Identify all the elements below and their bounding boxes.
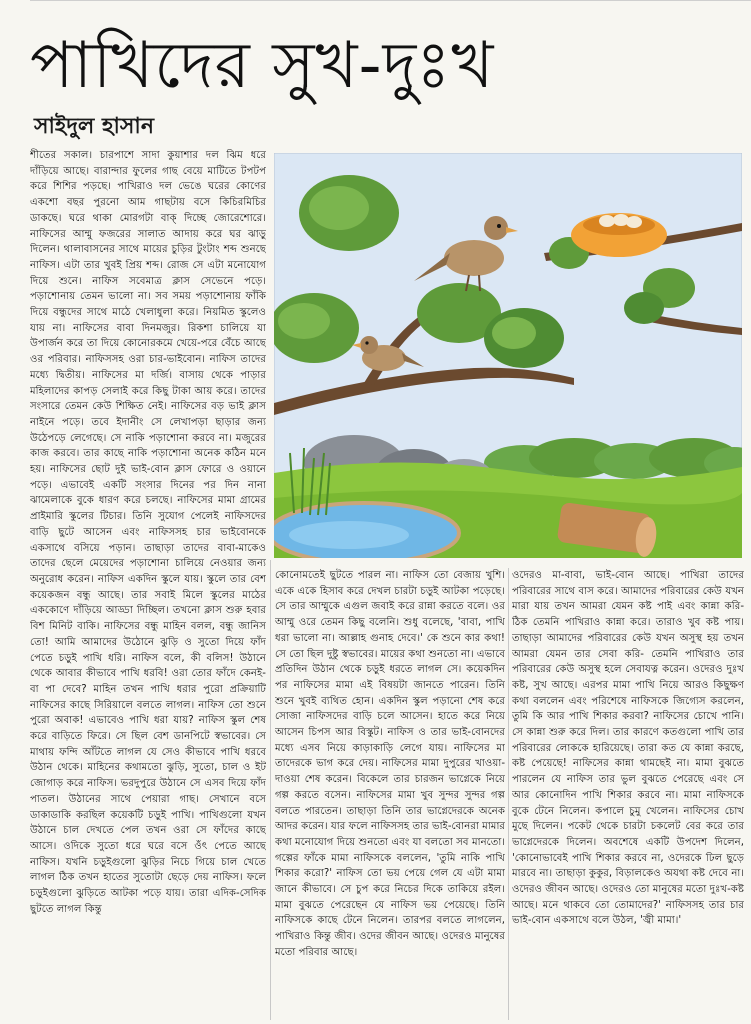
article-title: পাখিদের সুখ-দুঃখ — [30, 29, 495, 103]
pond-reflection — [289, 521, 409, 549]
text-column-2 — [275, 568, 505, 1020]
text-column-3 — [512, 568, 744, 1020]
column-divider — [508, 568, 509, 1020]
nest — [571, 213, 667, 257]
text-column-1 — [30, 148, 266, 1020]
column-divider — [270, 560, 271, 1020]
column-1-text: শীতের সকাল। চারপাশে সাদা কুয়াশার দল ঝিম ধরে দাঁড়িয়ে আছে। বারান্দার ফুলের গাছ বেয়ে মাটিতে টপটপ করে শিশির পড়ছে। পাখিরাও দল ভেঙে ঘরের কোণের একশো বছর পুরনো আম গাছটায় বসে কিচিরমিচির ডাকছে। ঘরে থাকা মোরগটা বাক্ দিচ্ছে জোরেশোরে। নাফিসের আম্মু ফজরের সালাত আদায় করে ঘর ঝাড়ু দিলেন। থালাবাসনের সাথে মায়ের চুড়ির টুংটাং শব্দ শুনছে নাফিস। এটা তার খুবই প্রিয় শব্দ। রোজ সে এটা মনোযোগ দিয়ে শুনে। নাফিস সবেমাত্র ক্লাস সেভেনে পড়ে। পড়াশোনায় তেমন ভালো না। সব সময় পড়াশোনায় ফাঁকি দিয়ে বন্ধুদের সাথে মাঠে খেলাধুলা করে। নিয়মিত স্কুলেও যায় না। নাফিসের বাবা দিনমজুর। রিকশা চালিয়ে যা উপার্জন করে তা দিয়ে কোনোরকমে খেয়ে-পরে বেঁচে আছে ওর পরিবার। নাফিসসহ ওরা চার-ভাইবোন। নাফিস তাদের মধ্যে দ্বিতীয়। নাফিসের মা দর্জি। বাসায় থেকে পাড়ার মহিলাদের কাপড় সেলাই করে কিছু টাকা আয় করে। তাদের সংসারে তেমন কেউ শিক্ষিত নেই। নাফিসের বড় ভাই ক্লাস নাইনে পড়ে। তবে ইদানীং সে লেখাপড়া ছাড়ার জন্য উঠেপড়ে লেগেছে। সে নাকি পড়াশোনা করবে না। মজুরের কাজ করবে। তার কাছে নাকি পড়াশোনা অনেক কঠিন মনে হয়। নাফিসের ছোট দুই ভাই-বোন ক্লাস ফোরে ও ওয়ানে পড়ে। এভাবেই একটি সংসার দিনের পর দিন নানা ঝামেলাকে বুকে ধারণ করে চলছে। নাফিসের মামা গ্রামের প্রাইমারি স্কুলের টিচার। তিনি সুযোগ পেলেই নাফিসদের বাড়ি ছুটে আসেন এবং নাফিসসহ চার ভাইবোনকে একসাথে বসিয়ে পড়ান। তাছাড়া তাদের বাবা-মাকেও তাদের ছেলে মেয়েদের পড়াশোনা চালিয়ে নেওয়ার জন্য অনুরোধ করেন। নাফিস একদিন স্কুলে যায়। স্কুলে তার বেশ কয়েকজন বন্ধু আছে। তার সবাই মিলে স্কুলের মাঠের এককোণে দাঁড়িয়ে আড্ডা দিচ্ছিল। তখনো ক্লাস শুরু হবার বিশ মিনিট বাকি। নাফিসের বন্ধু মাহিন বলল, বন্ধু জানিস তো! আমি আমাদের উঠোনে ঝুড়ি ও সুতো দিয়ে ফাঁদ পেতে চড়ুই পাখি ধরি। নাফিস বলে, কী বলিস! উঠানে থেকে আবার কীভাবে পাখি ধরবি! ওরা তোর ফাঁদে কেনই-বা পা দেবে? মাহিন তখন পাখি ধরার পুরো প্রক্রিয়াটি নাফিসের কাছে সিরিয়ালে বলতে লাগল। নাফিস তো শুনে পুরো অবাক! এভাবেও পাখি ধরা যায়? নাফিস স্কুল শেষ করে বাড়িতে ফিরে। সে ছিল বেশ ডানপিটে স্বভাবের। সে মাথায় ফন্দি আঁটতে লাগল যে সেও কীভাবে পাখি ধরবে উঠান থেকে। মাহিনের কথামতো ঝুড়ি, সুতো, চাল ও ইট জোগাড় করে নাফিস। ভরদুপুরে উঠানে সে এসব দিয়ে ফাঁদ পাতল। উঠানের সাথে পেয়ারা গাছ। সেখানে বসে ডাকাডাকি করছিল কয়েকটি চড়ুই পাখি। পাখিগুলো যখন উঠানে চাল দেখতে পেল তখন ওরা সে ফাঁদের কাছে আসে। ওদিকে সুতো ধরে ঘরে বসে ওঁৎ পেতে আছে নাফিস। যখনি চড়ুইগুলো ঝুড়ির নিচে গিয়ে চাল খেতে লাগল ঠিক তখন হাতের সুতোটা ছেড়ে দেয় নাফিস। ফলে চড়ুইগুলো ঝুড়িতে আটকা পড়ে যায়। তারা এদিক-সেদিক ছুটতে লাগল কিন্তু — [30, 150, 266, 915]
column-2-text: কোনোমতেই ছুটতে পারল না। নাফিস তো বেজায় খুশি। একে একে হিসাব করে দেখল চারটা চড়ুই আটকা পড়েছে। সে তার আম্মুকে এগুল জবাই করে রান্না করতে বলে। ওর আম্মু ওরে তেমন কিছু বলেনি। শুধু বলেছে, 'বাবা, পাখি ধরা ভালো না। আল্লাহ গুনাহ দেবে।' কে শুনে কার কথা! সে তো ছিল দুষ্টু স্বভাবের। মায়ের কথা শুনতো না। এভাবে প্রতিদিন উঠান থেকে চড়ুই ধরতে লাগল সে। কয়েকদিন পর নাফিসের মামা এই বিষয়টা জানতে পারেন। তিনি শুনে খুবই ব্যথিত হোন। একদিন স্কুল পড়ানো শেষ করে সোজা নাফিসদের বাড়ি চলে আসেন। হাতে করে নিয়ে আসেন চিপস আর বিস্কুট। নাফিস ও তার ভাই-বোনদের মধ্যে এসব নিয়ে কাড়াকাড়ি লেগে যায়। নাফিসের মা তাদেরকে ভাগ করে দেয়। নাফিসের মামা দুপুরের খাওয়া-দাওয়া শেষ করেন। বিকেলে তার চারজন ভাগ্নেকে নিয়ে গল্প করতে বসেন। নাফিসের মামা খুব সুন্দর সুন্দর গল্প বলতে পারতেন। তাছাড়া তিনি তার ভাগ্নেদেরকে অনেক আদর করেন। যার ফলে নাফিসসহ তার ভাই-বোনরা মামার কথা মনোযোগ দিয়ে শুনতো এবং যা বলতো সব মানতো। গল্পের ফাঁকে মামা নাফিসকে বললেন, 'তুমি নাকি পাখি শিকার করো?' নাফিস তো ভয় পেয়ে গেল যে এটা মামা জানে কীভাবে। সে চুপ করে নিচের দিকে তাকিয়ে রইল। মামা বুঝতে পেরেছেন যে নাফিস ভয় পেয়েছে। তিনি নাফিসকে কাছে টেনে নিলেন। তারপর বলতে লাগলেন, পাখিরাও কিন্তু জীব। ওদের জীবন আছে। ওদেরও মানুষের মতো পরিবার আছে। — [275, 570, 505, 958]
author-byline: সাইদুল হাসান — [34, 114, 154, 139]
top-rule — [30, 0, 751, 1]
story-illustration — [274, 153, 742, 558]
column-3-text: ওদেরও মা-বাবা, ভাই-বোন আছে। পাখিরা তাদের পরিবারের সাথে বাস করে। আমাদের পরিবারের কেউ যখন মারা যায় তখন আমরা যেমন কষ্ট পাই এবং কান্না করি- ঠিক তেমনি পাখিরাও কান্না করে। তারাও খুব কষ্ট পায়। তাছাড়া আমাদের পরিবারের কেউ যখন অসুস্থ হয় তখন আমরা যেমন তার সেবা করি- তেমনি পাখিরাও তার পরিবারের কেউ অসুস্থ হলে সেবাযত্ন করেন। ওদেরও দুঃখ কষ্ট, সুখ আছে। এরপর মামা পাখি নিয়ে আরও কিছুক্ষণ কথা বললেন এবং পরিশেষে নাফিসকে জিগ্যেস করলেন, তুমি কি আর পাখি শিকার করবা? নাফিসের চোখে পানি। সে কান্না শুরু করে দিল। তার কারণে কতগুলো পাখি তার পরিবারের লোককে হারিয়েছে। তারা কত যে কান্না করছে, কষ্ট পেয়েছে! নাফিসের কান্না থামছেই না। মামা বুঝতে পারলেন যে নাফিস তার ভুল বুঝতে পেরেছে এবং সে আর কোনোদিন পাখি শিকার করবে না। মামা নাফিসকে বুকে টেনে নিলেন। কপালে চুমু খেলেন। নাফিসের চোখ মুছে দিলেন। পকেট থেকে চারটা চকলেট বের করে তার ভাগ্নেদেরকে দিলেন। অবশেষে একটি উপদেশ দিলেন, 'কোনোভাবেই পাখি শিকার করবে না, ওদেরকে ঢিল ছুড়ে মারবে না। তাছাড়া কুকুর, বিড়ালকেও অযথা কষ্ট দেবে না। ওদেরও জীবন আছে। ওদেরও তো মানুষের মতো দুঃখ-কষ্ট আছে। মনে থাকবে তো তোমাদের?' নাফিসসহ তার চার ভাই-বোন একসাথে বলে উঠল, 'জ্বী মামা।' — [512, 570, 744, 927]
